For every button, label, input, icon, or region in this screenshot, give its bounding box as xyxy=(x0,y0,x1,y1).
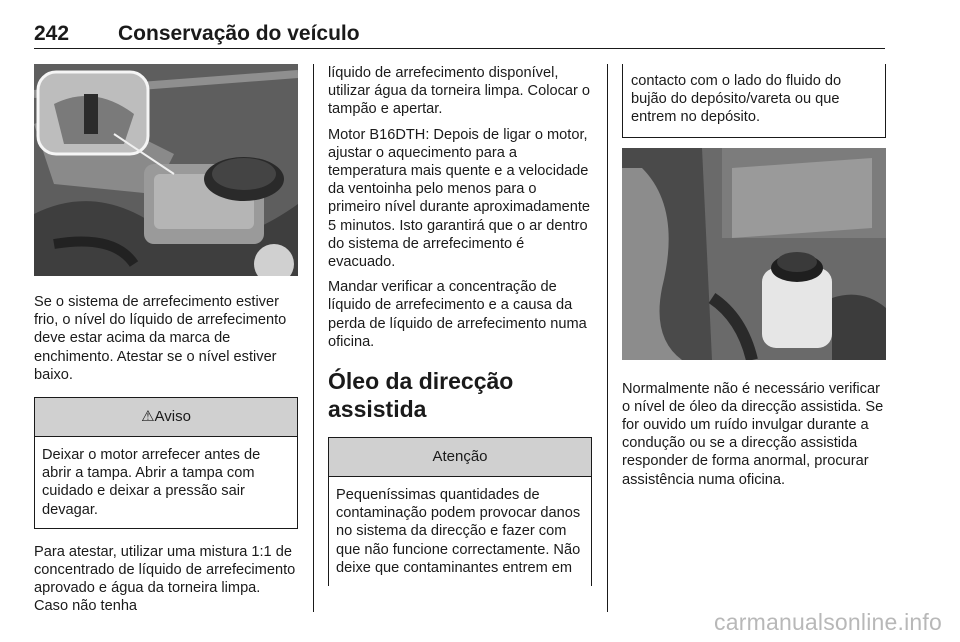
refill-paragraph: Para atestar, utilizar uma mistura 1:1 de concentrado de líquido de arrefecimento aprovado e água da torneira limpa. Caso não tenha xyxy=(34,543,296,615)
caution-box-continued: contacto com o lado do fluido do bujão do depósito/vareta ou que entrem no depósito. xyxy=(622,64,886,138)
warning-text: Deixar o motor arrefecer antes de abrir a tampa. Abrir a tampa com cuidado e deixar a pressão sair devagar. xyxy=(42,447,261,518)
page-number: 242 xyxy=(34,22,70,45)
b16dth-paragraph: Motor B16DTH: Depois de ligar o motor, ajustar o aquecimento para a temperatura mais quente e a velocidade da ventoinha pelo menos para o primeiro nível durante aproximadamente 5 minutos. Isto garantirá que o ar dentro do sistema de arrefecimento é evacuado. xyxy=(328,126,591,271)
warning-icon: ⚠ xyxy=(141,408,155,426)
column-2 xyxy=(328,64,592,586)
concentration-paragraph: Mandar verificar a concentração de líquido de arrefecimento e a causa da perda de líquido de arrefecimento numa oficina. xyxy=(328,279,587,350)
refill-continued-paragraph: líquido de arrefecimento disponível, utilizar água da torneira limpa. Colocar o tampão e apertar. xyxy=(328,65,591,118)
page-title: Conservação do veículo xyxy=(118,22,360,45)
column-1 xyxy=(34,64,298,616)
power-steering-reservoir-photo xyxy=(622,148,886,360)
power-steering-paragraph: Normalmente não é necessário verificar o nível de óleo da direcção assistida. Se for ouvido um ruído invulgar durante a condução ou se a direcção assistida responder de forma anormal, procurar assistência numa oficina. xyxy=(622,380,884,488)
caution-box xyxy=(328,437,592,586)
warning-title: Aviso xyxy=(154,408,191,426)
coolant-reservoir-photo xyxy=(34,64,298,276)
column-3 xyxy=(622,64,886,489)
section-heading: Óleo da direcção assistida xyxy=(328,368,514,423)
caution-text: Pequeníssimas quantidades de contaminação podem provocar danos no sistema da direcção e fazer com que não funcione correctamente. Não deixe que contaminantes entrem em xyxy=(329,476,591,586)
column-divider-1 xyxy=(313,64,314,612)
coolant-level-paragraph: Se o sistema de arrefecimento estiver frio, o nível do líquido de arrefecimento deve estar acima da marca de enchimento. Atestar se o nível estiver baixo. xyxy=(34,294,287,383)
column-divider-2 xyxy=(607,64,608,612)
warning-box xyxy=(34,397,298,529)
caution-box-header: Atenção xyxy=(329,438,591,476)
watermark: carmanualsonline.info xyxy=(714,609,942,635)
warning-box-header xyxy=(35,398,297,437)
page-header xyxy=(34,16,885,49)
